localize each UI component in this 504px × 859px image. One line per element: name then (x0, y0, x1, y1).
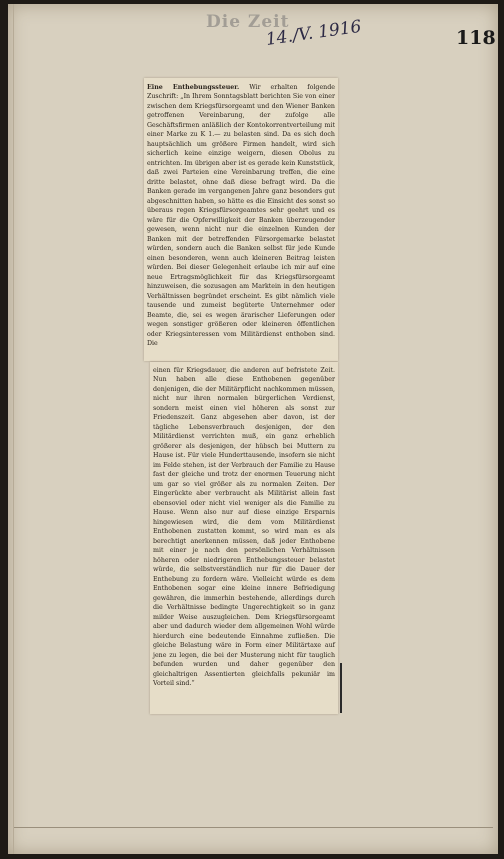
article-text-part-2: einen für Kriegsdauer, die anderen auf befristete Zeit. Nun haben alle diese Enthobenen gegenüber denjenigen, die der Militärpflicht nachkommen müssen, nicht nur ihren normalen bürgerlichen Verdienst, sondern meist einen viel höheren als sonst zur Friedenszeit. Ganz abgesehen aber davon, ist der tägliche Lebensverbrauch desjenigen, der den Militärdienst verrichten muß, ein ganz erheblich größerer als desjenigen, der hübsch bei Muttern zu Hause ist. Für viele Hunderttausende, insofern sie nicht im Felde stehen, ist der Verbrauch der Familie zu Hause fast der gleiche und trotz der enormen Teuerung nicht um gar so viel größer als zu normalen Zeiten. Der Eingerückte aber verbraucht als Militärist allein fast ebensoviel oder nicht viel weniger als die Familie zu Hause. Wenn also nur auf diese einzige Ersparnis hingewiesen wird, die dem vom Militärdienst Enthobenen zustatten kommt, so wird man es als berechtigt anerkennen müssen, daß jeder Enthobene mit einer je nach den persönlichen Verhältnissen höheren oder niedrigeren Enthebungssteuer belastet würde, die selbstverständlich nur für die Dauer der Enthebung zu fordern wäre. Vielleicht würde es dem Enthobenen sogar eine kleine innere Befriedigung gewähren, die immerhin bestehende, allerdings durch die Verhältnisse bedingte Ungerechtigkeit so in ganz milder Weise auszugleichen. Dem Kriegsfürsorgeamt aber und dadurch wieder dem allgemeinen Wohl würde hierdurch eine bedeutende Einnahme zufließen. Die gleiche Belastung wäre in Form einer Militärtaxe auf jene zu legen, die bei der Musterung nicht für tauglich befunden wurden und daher gegenüber den gleichaltrigen Assentierten gleichfalls pekuniär im Vorteil sind.“ (153, 367, 335, 687)
handwritten-date: 14./V. 1916 (264, 16, 363, 50)
page-number: 118 (456, 27, 496, 49)
article-clipping-bottom (150, 362, 338, 714)
article-text-part-1: Wir erhalten folgende Zuschrift: „In Ihrem Sonntagsblatt berichten Sie von einer zwischen dem Kriegsfürsorgeamt und den Wiener Banken getroffenen Vereinbarung, der zufolge alle Geschäftsfirmen anläßlich der Kontokorrentverteilung mit einer Marke zu K 1.— zu belasten sind. Da es sich doch hauptsächlich um größere Firmen handelt, wird sich sicherlich keine einzige weigern, diesen Obolus zu entrichten. Im übrigen aber ist es gerade kein Kunststück, daß zwei Parteien eine Vereinbarung treffen, die eine dritte belastet, ohne daß diese befragt wird. Da die Banken gerade im vergangenen Jahre ganz besonders gut abgeschnitten haben, so hätte es die Einsicht des sonst so überaus regen Kriegsfürsorgeamtes sehr geehrt und es wäre für die Opferwilligkeit der Banken überzeugender gewesen, wenn nicht nur die einzelnen Kunden der Banken mit der betreffenden Fürsorgemarke belastet würden, sondern auch die Banken selbst für jede Kunde einen besonderen, wenn auch kleineren Beitrag leisten würden. Bei dieser Gelegenheit erlaube ich mir auf eine neue Ertragsmöglichkeit für das Kriegsfürsorgeamt hinzuweisen, die sozusagen am Marktein in den heutigen Verhältnissen begründet erscheint. Es gibt nämlich viele tausende und zumeist begüterte Unternehmer oder Beamte, die, sei es wegen ärarischer Lieferungen oder wegen sonstiger größeren oder kleineren öffentlichen oder Kriegsinteressen vom Militärdienst enthoben sind. Die (147, 84, 335, 348)
newspaper-masthead: Die Zeit (206, 12, 290, 32)
article-column-1 (144, 78, 338, 361)
article-title: Eine Enthebungssteuer. (147, 84, 240, 91)
pencil-bracket-mark (333, 663, 342, 713)
article-clipping-top (144, 78, 338, 361)
article-column-2 (150, 362, 338, 712)
